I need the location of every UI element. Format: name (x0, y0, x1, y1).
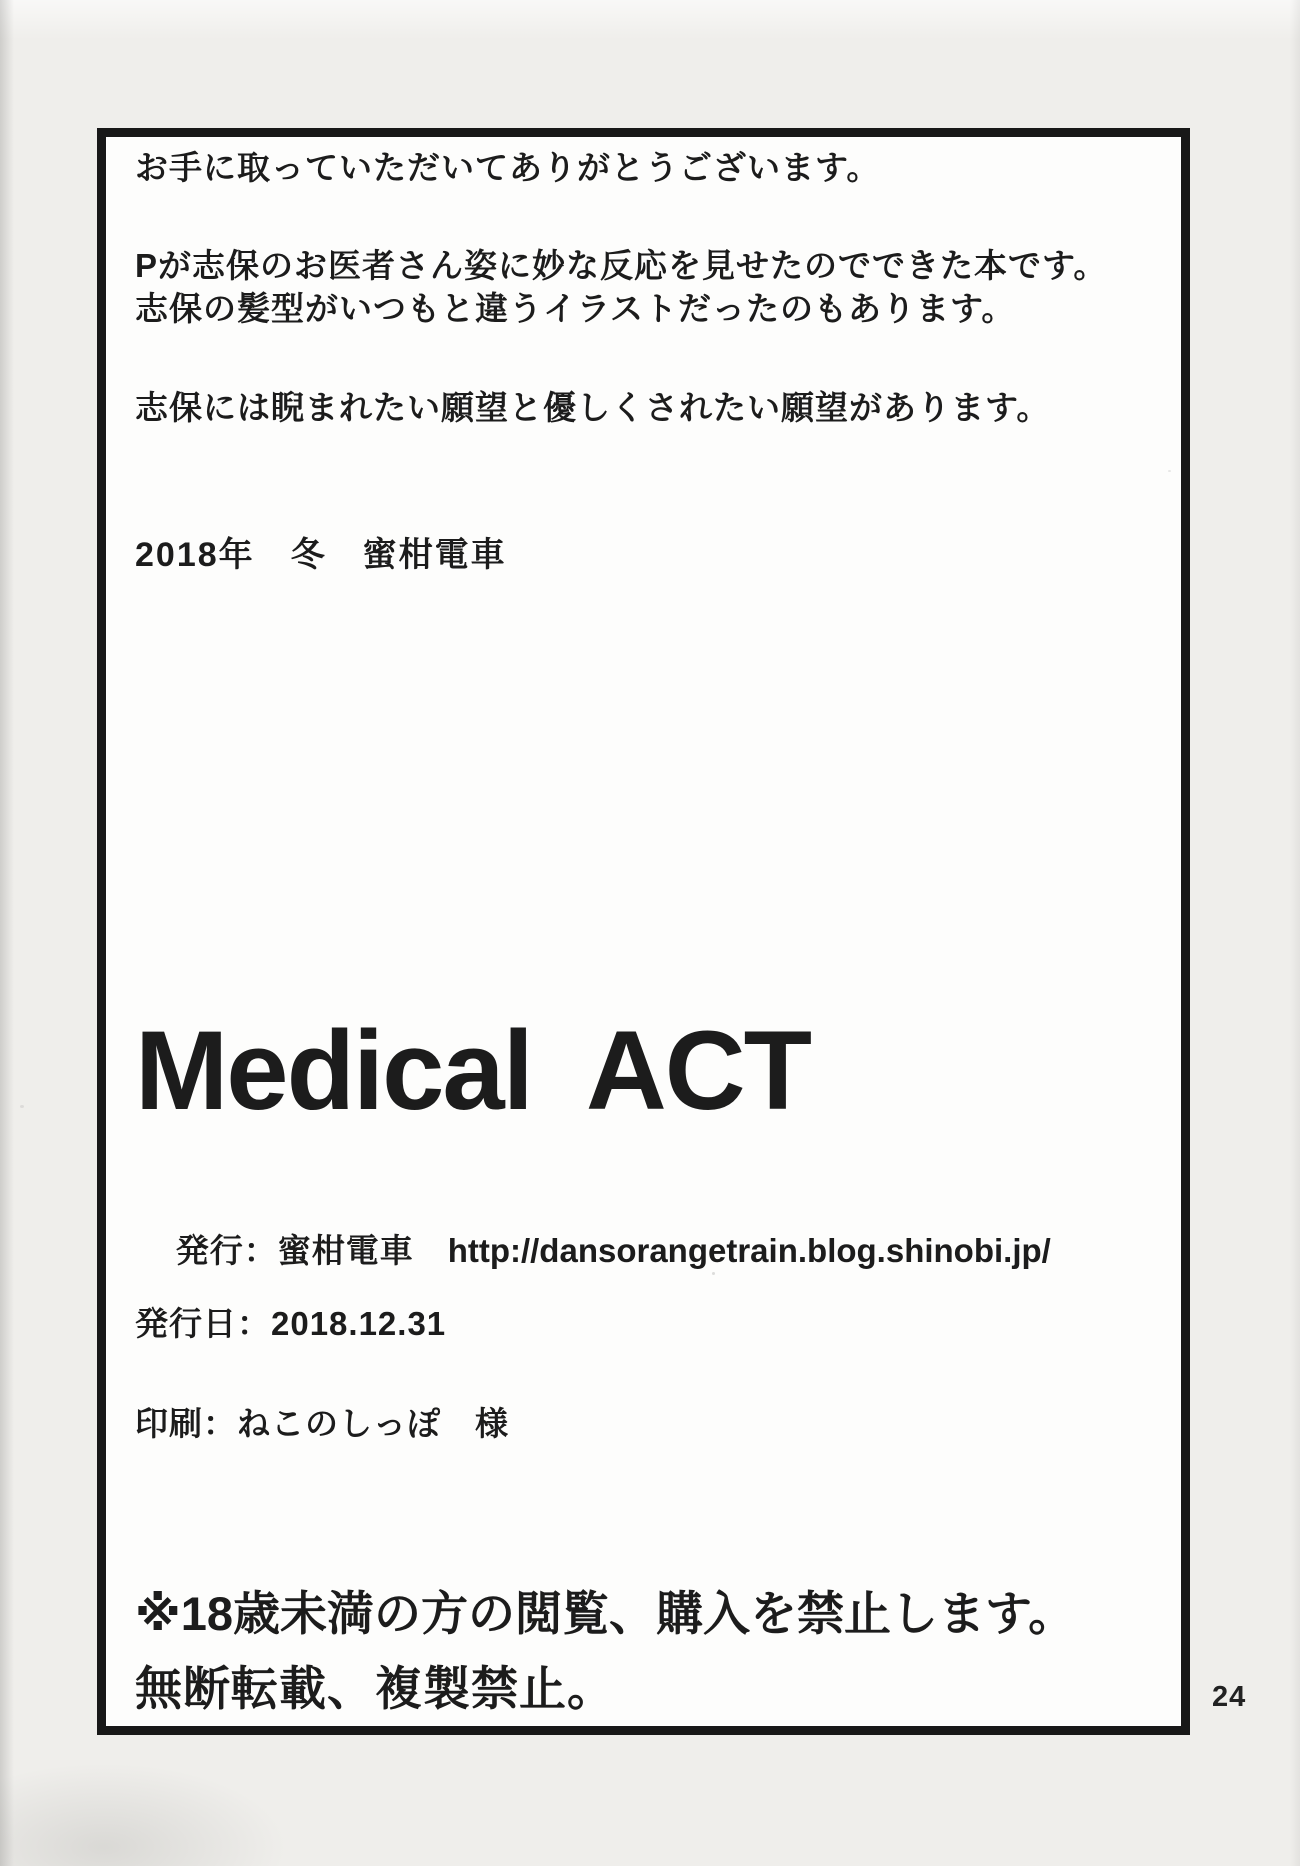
scan-speck (712, 1272, 715, 1275)
signoff-text: 2018年 冬 蜜柑電車 (135, 536, 507, 574)
page-number: 24 (1212, 1681, 1247, 1713)
afterword-frame (97, 128, 1190, 1735)
publisher-url: http://dansorangetrain.blog.shinobi.jp/ (447, 1231, 1051, 1269)
book-title: Medical ACT (135, 1008, 811, 1133)
afterword-paragraph2: 志保には睨まれたい願望と優しくされたい願望があります。 (135, 389, 1051, 426)
afterword-paragraph1-line1: Pが志保のお医者さん姿に妙な反応を見せたのでできた本です。 (135, 247, 1108, 284)
afterword-paragraph1-line2: 志保の髪型がいつもと違うイラストだったのもあります。 (135, 290, 1016, 327)
publisher-line (135, 1199, 1051, 1303)
printer-line: 印刷：ねこのしっぽ 様 (135, 1405, 509, 1442)
scan-speck (20, 1105, 24, 1108)
scan-speck (1168, 470, 1171, 472)
age-warning-line: ※18歳未満の方の閲覧、購入を禁止します。 (135, 1587, 1076, 1640)
publish-date-line: 発行日：2018.12.31 (135, 1305, 447, 1342)
reproduction-warning-line: 無断転載、複製禁止。 (135, 1662, 615, 1715)
greeting-text: お手に取っていただいてありがとうございます。 (135, 149, 881, 186)
publisher-label: 発行：蜜柑電車 (175, 1231, 414, 1269)
